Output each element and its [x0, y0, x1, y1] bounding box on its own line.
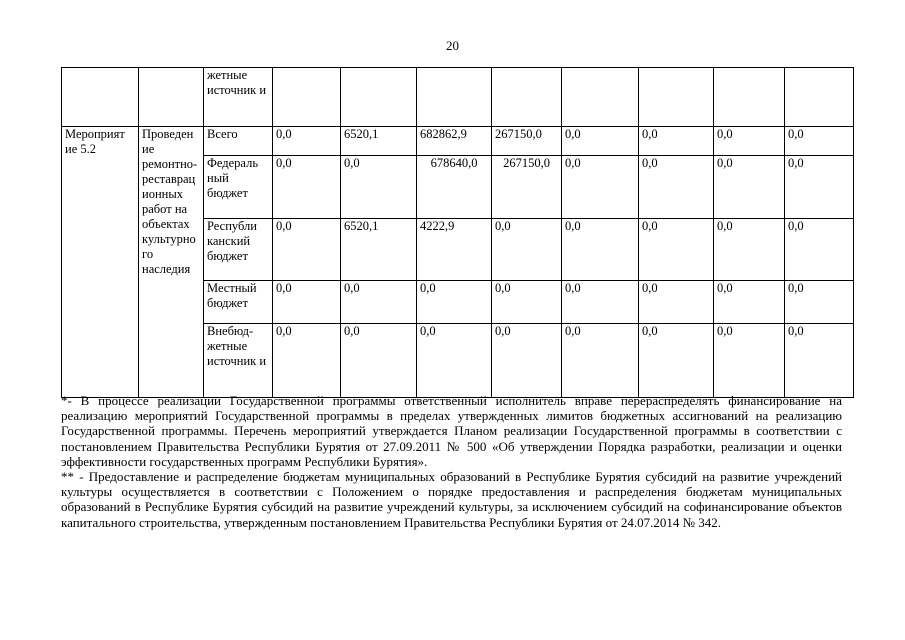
value-cell: 0,0 — [639, 281, 714, 324]
value-cell: 4222,9 — [417, 219, 492, 281]
budget-table — [61, 67, 854, 398]
value-cell: 0,0 — [562, 219, 639, 281]
value-cell: 0,0 — [273, 156, 341, 219]
value-cell: 6520,1 — [341, 127, 417, 156]
value-cell: 678640,0 — [417, 156, 492, 219]
table-row-total — [62, 127, 854, 156]
value-cell: 0,0 — [341, 324, 417, 398]
value-cell: 0,0 — [785, 324, 854, 398]
value-cell: 0,0 — [492, 219, 562, 281]
value-cell: 267150,0 — [492, 156, 562, 219]
footnote-single-asterisk: *- В процессе реализации Государственной программы ответственный исполнитель вправе перераспределять финансирование на реализацию мероприятий Государственной программы в пределах утвержденных лимитов бюджетных ассигнований на реализацию Государственной программы. Перечень мероприятий утверждается Планом реализации Государственной программы в соответствии с постановлением Правительства Республики Бурятия от 27.09.2011 № 500 «Об утверждении Порядка разработки, реализации и оценки эффективности государственных программ Республики Бурятия». — [61, 393, 842, 469]
measure-name-cell: Мероприят ие 5.2 — [62, 127, 139, 398]
value-cell: 0,0 — [639, 219, 714, 281]
value-cell: 0,0 — [341, 156, 417, 219]
value-cell: 0,0 — [714, 219, 785, 281]
funding-source-cell: Всего — [204, 127, 273, 156]
value-cell: 0,0 — [714, 156, 785, 219]
value-cell: 0,0 — [492, 281, 562, 324]
value-cell: 0,0 — [341, 281, 417, 324]
value-cell: 0,0 — [639, 324, 714, 398]
value-cell: 0,0 — [785, 281, 854, 324]
value-cell: 0,0 — [273, 281, 341, 324]
value-cell: 0,0 — [562, 127, 639, 156]
value-cell: 0,0 — [562, 156, 639, 219]
value-cell: 0,0 — [562, 281, 639, 324]
value-cell: 0,0 — [273, 127, 341, 156]
value-cell: 0,0 — [639, 127, 714, 156]
value-cell: 0,0 — [785, 156, 854, 219]
value-cell: 0,0 — [417, 281, 492, 324]
value-cell: 0,0 — [492, 324, 562, 398]
value-cell: 0,0 — [639, 156, 714, 219]
funding-source-cell: Внебюд-жетные источник и — [204, 324, 273, 398]
funding-source-cell: жетные источник и — [204, 68, 273, 127]
funding-source-cell: Местный бюджет — [204, 281, 273, 324]
value-cell: 267150,0 — [492, 127, 562, 156]
value-cell: 0,0 — [714, 324, 785, 398]
funding-source-cell: Республи канский бюджет — [204, 219, 273, 281]
value-cell: 0,0 — [785, 127, 854, 156]
value-cell: 0,0 — [417, 324, 492, 398]
table-row-continuation — [62, 68, 854, 127]
value-cell: 0,0 — [562, 324, 639, 398]
value-cell: 0,0 — [273, 324, 341, 398]
value-cell: 0,0 — [714, 281, 785, 324]
value-cell: 0,0 — [714, 127, 785, 156]
value-cell: 682862,9 — [417, 127, 492, 156]
footnote-double-asterisk: ** - Предоставление и распределение бюджетам муниципальных образований в Республике Бурятия субсидий на развитие учреждений культуры осуществляется в соответствии с Положением о порядке предоставления и распределения бюджетам муниципальных образований в Республике Бурятия субсидий на развитие учреждений культуры, за исключением субсидий на софинансирование объектов капитального строительства, утвержденным постановлением Правительства Республики Бурятия от 24.07.2014 № 342. — [61, 469, 842, 530]
measure-description-cell: Проведен ие ремонтно-реставрац ионных работ на объектах культурно го наследия — [139, 127, 204, 398]
value-cell: 6520,1 — [341, 219, 417, 281]
footnotes — [61, 393, 842, 530]
value-cell: 0,0 — [785, 219, 854, 281]
page-number: 20 — [446, 38, 459, 53]
value-cell: 0,0 — [273, 219, 341, 281]
funding-source-cell: Федераль ный бюджет — [204, 156, 273, 219]
